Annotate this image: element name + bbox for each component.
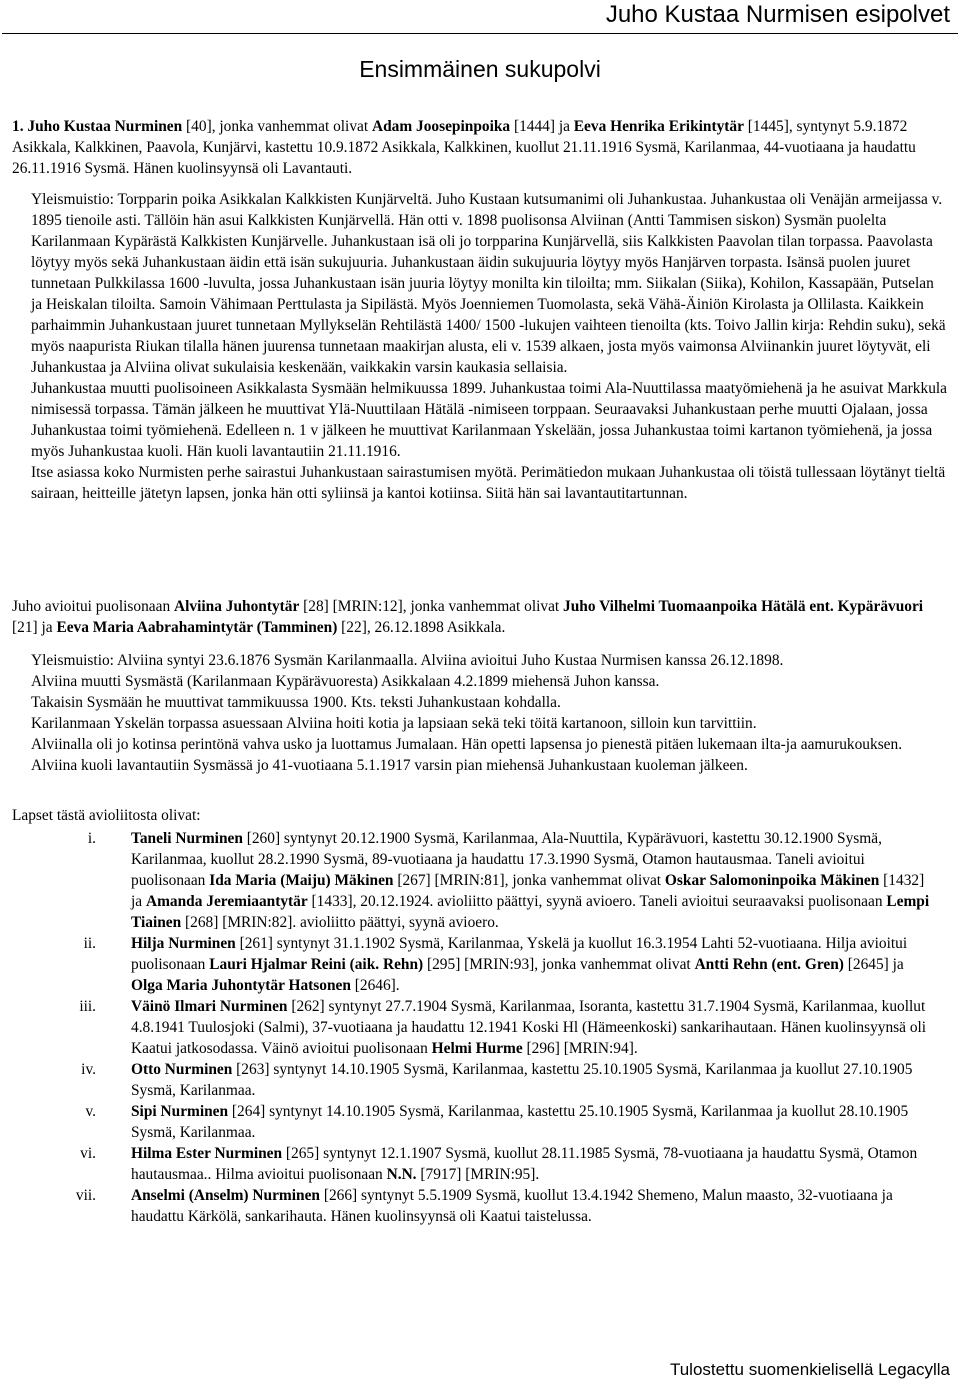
child-name: Otto Nurminen — [131, 1061, 233, 1078]
related-name: Oskar Salomoninpoika Mäkinen — [664, 872, 880, 889]
child-text: [2645] ja — [843, 956, 904, 973]
list-item — [0, 933, 931, 996]
list-item — [0, 1101, 931, 1143]
child-text: [263] syntynyt 14.10.1905 Sysmä, Karilanmaa, kastettu 25.10.1905 Sysmä, Karilanmaa ja kuollut 27.10.1905 Sysmä, Karilanmaa. — [131, 1061, 913, 1099]
child-number: i. — [87, 830, 96, 847]
marriage-text-c: [21] ja — [12, 619, 57, 636]
person-mother: Eeva Henrika Erikintytär — [573, 118, 744, 135]
child-text: [268] [MRIN:82]. avioliitto päättyi, syynä avioero. — [181, 914, 499, 931]
child-name: Hilma Ester Nurminen — [131, 1145, 283, 1162]
marriage-text-d: [22], 26.12.1898 Asikkala. — [337, 619, 506, 636]
list-item — [0, 996, 931, 1059]
note-paragraph: Itse asiassa koko Nurmisten perhe sairastui Juhankustaan sairastumisen myötä. Perimätiedon mukaan Juhankustaa oli töistä tullessaan löytänyt tieltä sairaan, heitteille jätetyn lapsen, jonka hän otti syliinsä ja kantoi kotiinsa. Siitä hän sai lavantautitartunnan. — [31, 464, 946, 502]
note-paragraph: Alviina kuoli lavantautiin Sysmässä jo 41-vuotiaana 5.1.1917 varsin pian miehensä Juhankustaan kuoleman jälkeen. — [31, 757, 748, 774]
list-item — [0, 1143, 931, 1185]
note-paragraph: Yleismuistio: Torpparin poika Asikkalan Kalkkisten Kunjärveltä. Juho Kustaan kutsumanimi oli Juhankustaa. Juhankustaa oli Venäjän armeijassa v. 1895 tienoile asti. Tällöin hän asui Kalkkisten Kunjärvellä. Hän otti v. 1898 puolisonsa Alviinan (Antti Tammisen siskon) Sysmän puolelta Karilanmaan Kypärästä Kalkkisten Kunjärvelle. Juhankustaan isä oli jo torpparina Kunjärvellä, siis Kalkkisten Paavolan tilan torpassa. Paavolasta löytyy myös sekä Juhankustaan äidin että isän sukujuuria. Juhankustaan äidin sukujuuria löytyy myös Hanjärven torpasta. Isänsä puolen juuret tunnetaan Pulkkilassa 1600 -luvulta, jossa Juhankustaan isän juuria löytyy monilta kin tiloilta; mm. Siikalan (Siika), Kohilon, Kassapään, Putselan ja Heiskalan tiloilta. Samoin Vähimaan Perttulasta ja Sipilästä. Myös Joenniemen Tuomolasta, sekä Vähä-Äiniön Kirolasta ja Ollilasta. Kaikkein parhaimmin Juhankustaan juuret tunnetaan Myllykselän Rehtilästä 1400/ 1500 -lukujen vaihteen tienoilta (kts. Toivo Jallin kirja: Rehdin suku), sekä myös naapurista Riukan tilalla hänen juurensa tunnetaan maakirjan alusta, eli v. 1539 alkaen, josta myös vaimonsa Alviinankin juuret löytyvät, eli Juhankustaa ja Alviina olivat sukulaisia keskenään, vaikkakin varsin kaukasia sellaisia. — [31, 191, 946, 376]
child-name: Taneli Nurminen — [131, 830, 243, 847]
child-text: [296] [MRIN:94]. — [522, 1040, 638, 1057]
person-name: Juho Kustaa Nurminen — [27, 118, 183, 135]
related-name: Olga Maria Juhontytär Hatsonen — [131, 977, 351, 994]
page-title: Juho Kustaa Nurmisen esipolvet — [605, 1, 950, 28]
child-text: [261] syntynyt 31.1.1902 Sysmä, Karilanmaa, Yskelä ja kuollut 16.3.1954 Lahti 52-vuotiaana. Hilja avioitui puolisonaan — [131, 935, 908, 973]
marriage-entry — [12, 596, 947, 638]
child-number: vii. — [75, 1187, 96, 1204]
child-name: Sipi Nurminen — [131, 1103, 229, 1120]
spouse-name: Alviina Juhontytär — [174, 598, 300, 615]
children-list — [0, 828, 960, 1227]
list-item — [0, 1185, 931, 1227]
child-name: Väinö Ilmari Nurminen — [131, 998, 288, 1015]
note-paragraph: Alviinalla oli jo kotinsa perintönä vahva usko ja luottamus Jumalaan. Hän opetti lapsensa jo pienestä pitäen lukemaan ilta-ja aamurukouksen. — [31, 736, 903, 753]
related-name: Helmi Hurme — [431, 1040, 523, 1057]
related-name: Lempi Tiainen — [131, 893, 930, 931]
related-name: Ida Maria (Maiju) Mäkinen — [209, 872, 394, 889]
person-father: Adam Joosepinpoika — [371, 118, 511, 135]
child-text: [1433], 20.12.1924. avioliitto päättyi, syynä avioero. Taneli avioitui seuraavaksi puolisonaan — [307, 893, 887, 910]
related-name: Amanda Jeremiaantytär — [145, 893, 308, 910]
person-entry — [12, 116, 932, 179]
list-item — [0, 828, 931, 933]
child-text: [2646]. — [350, 977, 400, 994]
child-text: [265] syntynyt 12.1.1907 Sysmä, kuollut 28.11.1985 Sysmä, 78-vuotiaana ja haudattu Sysmä, Otamon hautausmaa.. Hilma avioitui puolisonaan — [131, 1145, 918, 1183]
child-text: [262] syntynyt 27.7.1904 Sysmä, Karilanmaa, Isoranta, kastettu 31.7.1904 Sysmä, Karilanmaa, kuollut 4.8.1941 Tuulosjoki (Salmi), 37-vuotiaana ja haudattu 12.1941 Koski Hl (Hämeenkoski) sankarihautaan. Hänen kuolinsyynsä oli Kaatui jatkosodassa. Väinö avioitui puolisonaan — [131, 998, 927, 1057]
child-text: [264] syntynyt 14.10.1905 Sysmä, Karilanmaa, kastettu 25.10.1905 Sysmä, Karilanmaa ja kuollut 28.10.1905 Sysmä, Karilanmaa. — [131, 1103, 909, 1141]
child-text: [260] syntynyt 20.12.1900 Sysmä, Karilanmaa, Ala-Nuuttila, Kypärävuori, kastettu 30.12.1900 Sysmä, Karilanmaa, kuollut 28.2.1990 Sysmä, 89-vuotiaana ja haudattu 17.3.1990 Sysmä, Otamon hautausmaa. Taneli avioitui puolisonaan — [131, 830, 882, 889]
related-name: Antti Rehn (ent. Gren) — [694, 956, 844, 973]
child-number: v. — [85, 1103, 96, 1120]
person-text-a: [40], jonka vanhemmat olivat — [182, 118, 372, 135]
child-number: ii. — [83, 935, 96, 952]
child-number: iv. — [81, 1061, 96, 1078]
person-text-c: [1445], syntynyt 5.9.1872 Asikkala, Kalkkinen, Paavola, Kunjärvi, kastettu 10.9.1872 Asikkala, Kalkkinen, kuollut 21.11.1916 Sysmä, Karilanmaa, 44-vuotiaana ja haudattu 26.11.1916 Sysmä. Hänen kuolinsyynsä oli Lavantauti. — [12, 118, 916, 177]
marriage-text-b: [28] [MRIN:12], jonka vanhemmat olivat — [299, 598, 564, 615]
person-number: 1. — [12, 118, 24, 135]
title-divider — [2, 33, 958, 34]
child-number: iii. — [79, 998, 96, 1015]
note-paragraph: Juhankustaa muutti puolisoineen Asikkalasta Sysmään helmikuussa 1899. Juhankustaa toimi Ala-Nuuttilassa maatyömiehenä ja he asuivat Markkula nimisessä torpassa. Tämän jälkeen he muuttivat Ylä-Nuuttilaan Hätälä -nimiseen torppaan. Seuraavaksi Juhankustaan perhe muutti Ojalaan, jossa Juhankustaa toimi työmiehenä. Edelleen n. 1 v jälkeen he muuttivat Karilanmaan Yskelään, jossa Juhankustaa toimi kartanon työmiehenä, ja jossa myös Juhankustaa kuoli. Hän kuoli lavantautiin 21.11.1916. — [31, 380, 947, 460]
list-item — [0, 1059, 931, 1101]
related-name: Lauri Hjalmar Reini (aik. Rehn) — [209, 956, 424, 973]
child-text: [7917] [MRIN:95]. — [416, 1166, 540, 1183]
child-text: [295] [MRIN:93], jonka vanhemmat olivat — [423, 956, 695, 973]
child-text: [266] syntynyt 5.5.1909 Sysmä, kuollut 13.4.1942 Shemeno, Malun maasto, 32-vuotiaana ja haudattu Kärkölä, sankarihauta. Hänen kuolinsyynsä oli Kaatui taistelussa. — [131, 1187, 893, 1225]
child-text: [267] [MRIN:81], jonka vanhemmat olivat — [393, 872, 665, 889]
spouse-mother: Eeva Maria Aabrahamintytär (Tamminen) — [56, 619, 338, 636]
footer-text: Tulostettu suomenkielisellä Legacylla — [669, 1360, 950, 1379]
spouse-father: Juho Vilhelmi Tuomaanpoika Hätälä ent. Kypärävuori — [563, 598, 924, 615]
note-paragraph: Alviina muutti Sysmästä (Karilanmaan Kypärävuoresta) Asikkalaan 4.2.1899 miehensä Juhon kanssa. — [31, 673, 660, 690]
child-text: [1432] ja — [131, 872, 925, 910]
spouse-notes — [31, 650, 947, 776]
note-paragraph: Karilanmaan Yskelän torpassa asuessaan Alviina hoiti kotia ja lapsiaan sekä teki töitä kartanoon, silloin kun tarvittiin. — [31, 715, 757, 732]
person-text-b: [1444] ja — [510, 118, 574, 135]
related-name: N.N. — [386, 1166, 417, 1183]
note-paragraph: Takaisin Sysmään he muuttivat tammikuussa 1900. Kts. teksti Juhankustaan kohdalla. — [31, 694, 561, 711]
child-name: Anselmi (Anselm) Nurminen — [131, 1187, 320, 1204]
marriage-text-a: Juho avioitui puolisonaan — [12, 598, 175, 615]
child-number: vi. — [80, 1145, 96, 1162]
child-name: Hilja Nurminen — [131, 935, 236, 952]
note-paragraph: Yleismuistio: Alviina syntyi 23.6.1876 Sysmän Karilanmaalla. Alviina avioitui Juho Kustaa Nurmisen kanssa 26.12.1898. — [31, 652, 784, 669]
person-notes — [31, 189, 947, 504]
generation-heading: Ensimmäinen sukupolvi — [359, 56, 601, 82]
children-heading: Lapset tästä avioliitosta olivat: — [12, 807, 201, 824]
